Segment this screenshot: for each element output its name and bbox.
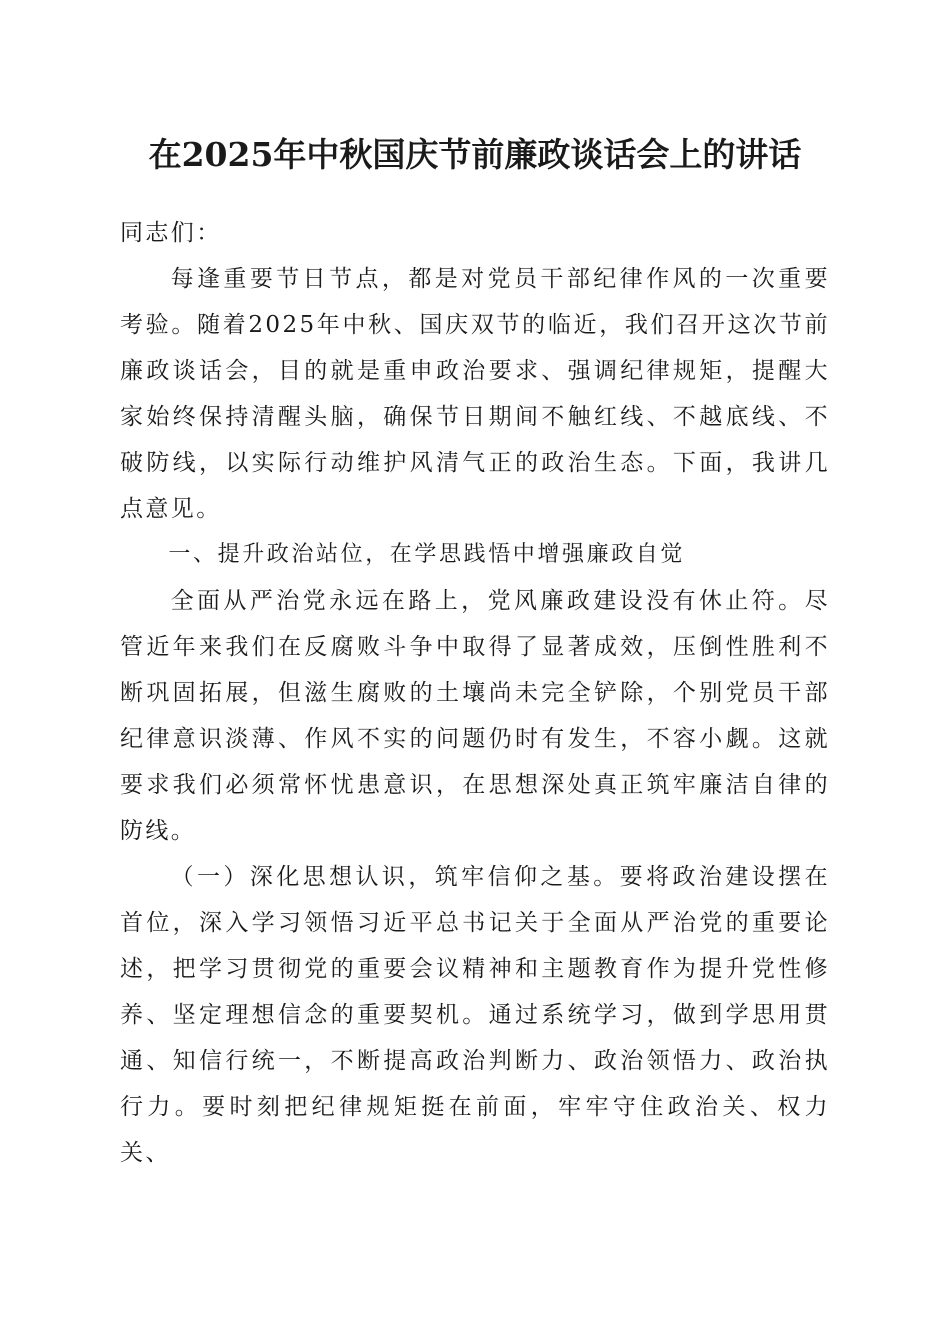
section1-paragraph: 全面从严治党永远在路上，党风廉政建设没有休止符。尽管近年来我们在反腐败斗争中取得了显著成效，压倒性胜利不断巩固拓展，但滋生腐败的土壤尚未完全铲除，个别党员干部纪律意识淡薄、作风不实的问题仍时有发生，不容小觑。这就要求我们必须常怀忧患意识，在思想深处真正筑牢廉洁自律的防线。 xyxy=(120,588,830,844)
subsection-paragraph-1 xyxy=(120,854,830,1176)
intro-paragraph: 每逢重要节日节点，都是对党员干部纪律作风的一次重要考验。随着2025年中秋、国庆双节的临近，我们召开这次节前廉政谈话会，目的就是重申政治要求、强调纪律规矩，提醒大家始终保持清醒头脑，确保节日期间不触红线、不越底线、不破防线，以实际行动维护风清气正的政治生态。下面，我讲几点意见。 xyxy=(120,266,830,522)
section-heading-1: 一、提升政治站位，在学思践悟中增强廉政自觉 xyxy=(168,542,685,567)
document-body xyxy=(120,210,830,1176)
subsection-heading-1: （一）深化思想认识，筑牢信仰之基。 xyxy=(170,864,620,890)
subsection-text-1: 要将政治建设摆在首位，深入学习领悟习近平总书记关于全面从严治党的重要论述，把学习贯彻党的重要会议精神和主题教育作为提升党性修养、坚定理想信念的重要契机。通过系统学习，做到学思用贯通、知信行统一，不断提高政治判断力、政治领悟力、政治执行力。要时刻把纪律规矩挺在前面，牢牢守住政治关、权力关、 xyxy=(120,864,830,1166)
greeting: 同志们： xyxy=(120,220,222,246)
document-title: 在2025年中秋国庆节前廉政谈话会上的讲话 xyxy=(148,135,802,174)
